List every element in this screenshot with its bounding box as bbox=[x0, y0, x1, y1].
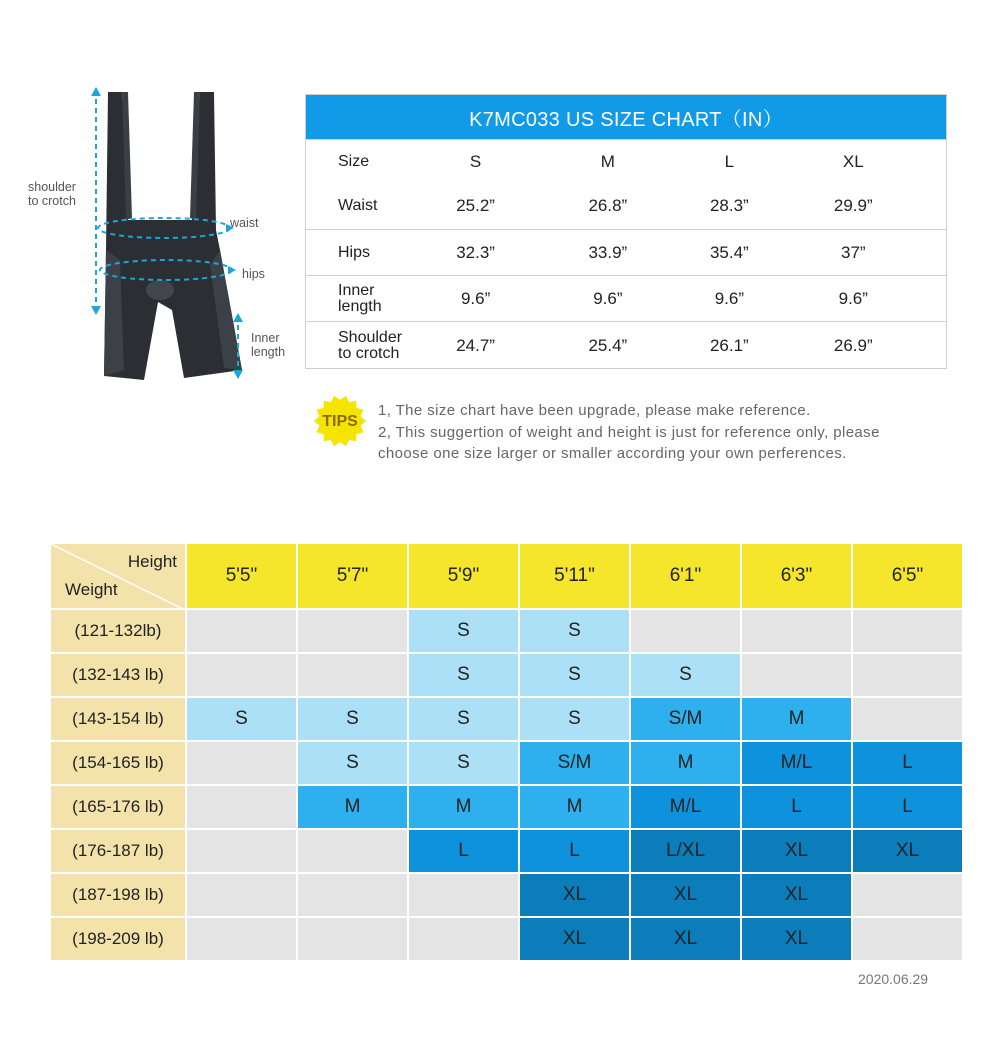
height-header: 5'11" bbox=[519, 543, 630, 609]
fit-grid-cell bbox=[852, 917, 963, 961]
fit-grid-cell bbox=[408, 917, 519, 961]
height-weight-fit-grid bbox=[49, 542, 964, 962]
size-header-m: M bbox=[600, 151, 615, 171]
fit-grid-cell: M/L bbox=[630, 785, 741, 829]
height-header: 5'7" bbox=[297, 543, 408, 609]
size-chart-row bbox=[306, 229, 946, 275]
height-header: 6'3" bbox=[741, 543, 852, 609]
corner-weight-label: Weight bbox=[65, 580, 118, 599]
measurement-value: 37” bbox=[840, 242, 866, 262]
weight-header: (176-187 lb) bbox=[50, 829, 186, 873]
fit-grid-cell bbox=[297, 873, 408, 917]
tips-line: 2, This suggertion of weight and height is just for reference only, please bbox=[378, 423, 880, 441]
tips-burst-icon bbox=[313, 394, 367, 448]
measurement-value: 29.9” bbox=[833, 196, 873, 215]
fit-grid-cell: S bbox=[519, 609, 630, 653]
weight-header: (198-209 lb) bbox=[50, 917, 186, 961]
measurement-label: Waist bbox=[338, 197, 378, 214]
tips-badge bbox=[313, 394, 367, 448]
fit-grid-row bbox=[50, 653, 963, 697]
fit-grid-cell bbox=[186, 741, 297, 785]
fit-grid-cell: L/XL bbox=[630, 829, 741, 873]
fit-grid-cell: XL bbox=[741, 873, 852, 917]
size-chart-row bbox=[306, 275, 946, 321]
fit-grid-cell bbox=[186, 653, 297, 697]
shoulder-to-crotch-label: shoulder to crotch bbox=[28, 180, 76, 208]
measurement-value: 25.4” bbox=[588, 335, 628, 355]
size-chart-header-row bbox=[306, 139, 946, 183]
fit-grid-cell bbox=[852, 653, 963, 697]
fit-grid-row bbox=[50, 917, 963, 961]
measurement-value: 25.2” bbox=[456, 196, 495, 215]
measurement-value: 9.6” bbox=[714, 288, 744, 308]
fit-grid-cell: XL bbox=[741, 829, 852, 873]
fit-grid-row bbox=[50, 873, 963, 917]
fit-grid-cell: S bbox=[408, 653, 519, 697]
height-header: 5'9" bbox=[408, 543, 519, 609]
fit-grid-cell bbox=[408, 873, 519, 917]
fit-grid-cell: S bbox=[297, 741, 408, 785]
weight-header: (165-176 lb) bbox=[50, 785, 186, 829]
fit-grid-cell bbox=[186, 873, 297, 917]
size-header-xl: XL bbox=[842, 151, 864, 171]
size-chart-title: K7MC033 US SIZE CHART（IN） bbox=[306, 95, 946, 139]
bib-shorts-illustration bbox=[20, 80, 300, 390]
weight-header: (154-165 lb) bbox=[50, 741, 186, 785]
fit-grid-cell bbox=[186, 785, 297, 829]
inner-length-label: Inner length bbox=[251, 331, 286, 359]
fit-grid-cell: L bbox=[408, 829, 519, 873]
measurement-value: 32.3” bbox=[456, 242, 495, 262]
fit-grid-cell: S/M bbox=[630, 697, 741, 741]
tips-badge-text: TIPS bbox=[322, 413, 358, 430]
size-header-label: Size bbox=[338, 152, 370, 170]
fit-grid-cell: M bbox=[297, 785, 408, 829]
fit-grid-cell: S bbox=[519, 697, 630, 741]
fit-grid-table bbox=[49, 542, 964, 962]
measurement-value: 9.6” bbox=[460, 288, 491, 308]
measurement-label: Hips bbox=[338, 243, 371, 261]
fit-grid-cell: L bbox=[741, 785, 852, 829]
weight-header: (187-198 lb) bbox=[50, 873, 186, 917]
fit-grid-cell bbox=[741, 609, 852, 653]
size-header-s: S bbox=[469, 151, 482, 171]
fit-grid-cell: M bbox=[630, 741, 741, 785]
height-header: 6'5" bbox=[852, 543, 963, 609]
fit-grid-cell bbox=[852, 697, 963, 741]
size-chart-row bbox=[306, 183, 946, 229]
fit-grid-cell: XL bbox=[630, 917, 741, 961]
fit-grid-cell: M/L bbox=[741, 741, 852, 785]
fit-grid-cell bbox=[297, 609, 408, 653]
fit-grid-cell bbox=[297, 917, 408, 961]
weight-header: (121-132lb) bbox=[50, 609, 186, 653]
fit-grid-cell: M bbox=[519, 785, 630, 829]
fit-grid-corner bbox=[50, 543, 186, 609]
fit-grid-row bbox=[50, 697, 963, 741]
fit-grid-cell: S bbox=[186, 697, 297, 741]
chart-date: 2020.06.29 bbox=[858, 971, 929, 987]
measurement-value: 35.4” bbox=[709, 242, 749, 262]
fit-grid-row bbox=[50, 785, 963, 829]
measurement-value: 9.6” bbox=[838, 288, 868, 308]
fit-grid-cell: L bbox=[519, 829, 630, 873]
fit-grid-cell: XL bbox=[519, 917, 630, 961]
fit-grid-cell: XL bbox=[852, 829, 963, 873]
tips-line: 1, The size chart have been upgrade, please make reference. bbox=[378, 402, 811, 419]
fit-grid-cell: L bbox=[852, 785, 963, 829]
fit-grid-cell bbox=[186, 609, 297, 653]
measurement-value: 24.7” bbox=[456, 335, 495, 355]
weight-header: (132-143 lb) bbox=[50, 653, 186, 697]
fit-grid-cell bbox=[741, 653, 852, 697]
fit-grid-cell bbox=[852, 873, 963, 917]
size-chart bbox=[305, 94, 947, 369]
fit-grid-row bbox=[50, 829, 963, 873]
size-header-l: L bbox=[724, 151, 735, 171]
measurement-value: 26.9” bbox=[833, 335, 873, 355]
fit-grid-cell: XL bbox=[741, 917, 852, 961]
tips-line: choose one size larger or smaller according your own perferences. bbox=[378, 445, 847, 462]
fit-grid-cell: XL bbox=[630, 873, 741, 917]
fit-grid-row bbox=[50, 741, 963, 785]
fit-grid-cell: XL bbox=[519, 873, 630, 917]
measurement-label: Inner length bbox=[338, 281, 382, 315]
fit-grid-cell: S bbox=[408, 609, 519, 653]
fit-grid-cell bbox=[630, 609, 741, 653]
fit-grid-cell: S bbox=[630, 653, 741, 697]
fit-grid-cell: M bbox=[741, 697, 852, 741]
fit-grid-row bbox=[50, 609, 963, 653]
fit-grid-cell: S bbox=[408, 741, 519, 785]
fit-grid-cell: S bbox=[519, 653, 630, 697]
hips-label: hips bbox=[242, 267, 265, 281]
fit-grid-cell: S bbox=[297, 697, 408, 741]
measurement-value: 26.1” bbox=[709, 335, 749, 355]
weight-header: (143-154 lb) bbox=[50, 697, 186, 741]
waist-label: waist bbox=[230, 216, 259, 230]
tips-text bbox=[378, 400, 978, 465]
measurement-value: 26.8” bbox=[588, 196, 628, 215]
fit-grid-cell: M bbox=[408, 785, 519, 829]
measurement-label: Shoulder to crotch bbox=[338, 328, 403, 362]
corner-height-label: Height bbox=[127, 552, 177, 571]
fit-grid-cell: S/M bbox=[519, 741, 630, 785]
measurement-value: 9.6” bbox=[593, 288, 623, 308]
fit-grid-cell: L bbox=[852, 741, 963, 785]
measurement-value: 28.3” bbox=[709, 196, 749, 215]
fit-grid-cell: S bbox=[408, 697, 519, 741]
measurement-value: 33.9” bbox=[588, 242, 628, 262]
fit-grid-cell bbox=[186, 829, 297, 873]
size-chart-row bbox=[306, 321, 946, 369]
fit-grid-cell bbox=[852, 609, 963, 653]
fit-grid-header-row bbox=[50, 543, 963, 609]
height-header: 6'1" bbox=[630, 543, 741, 609]
height-header: 5'5" bbox=[186, 543, 297, 609]
fit-grid-cell bbox=[297, 653, 408, 697]
fit-grid-cell bbox=[297, 829, 408, 873]
fit-grid-cell bbox=[186, 917, 297, 961]
